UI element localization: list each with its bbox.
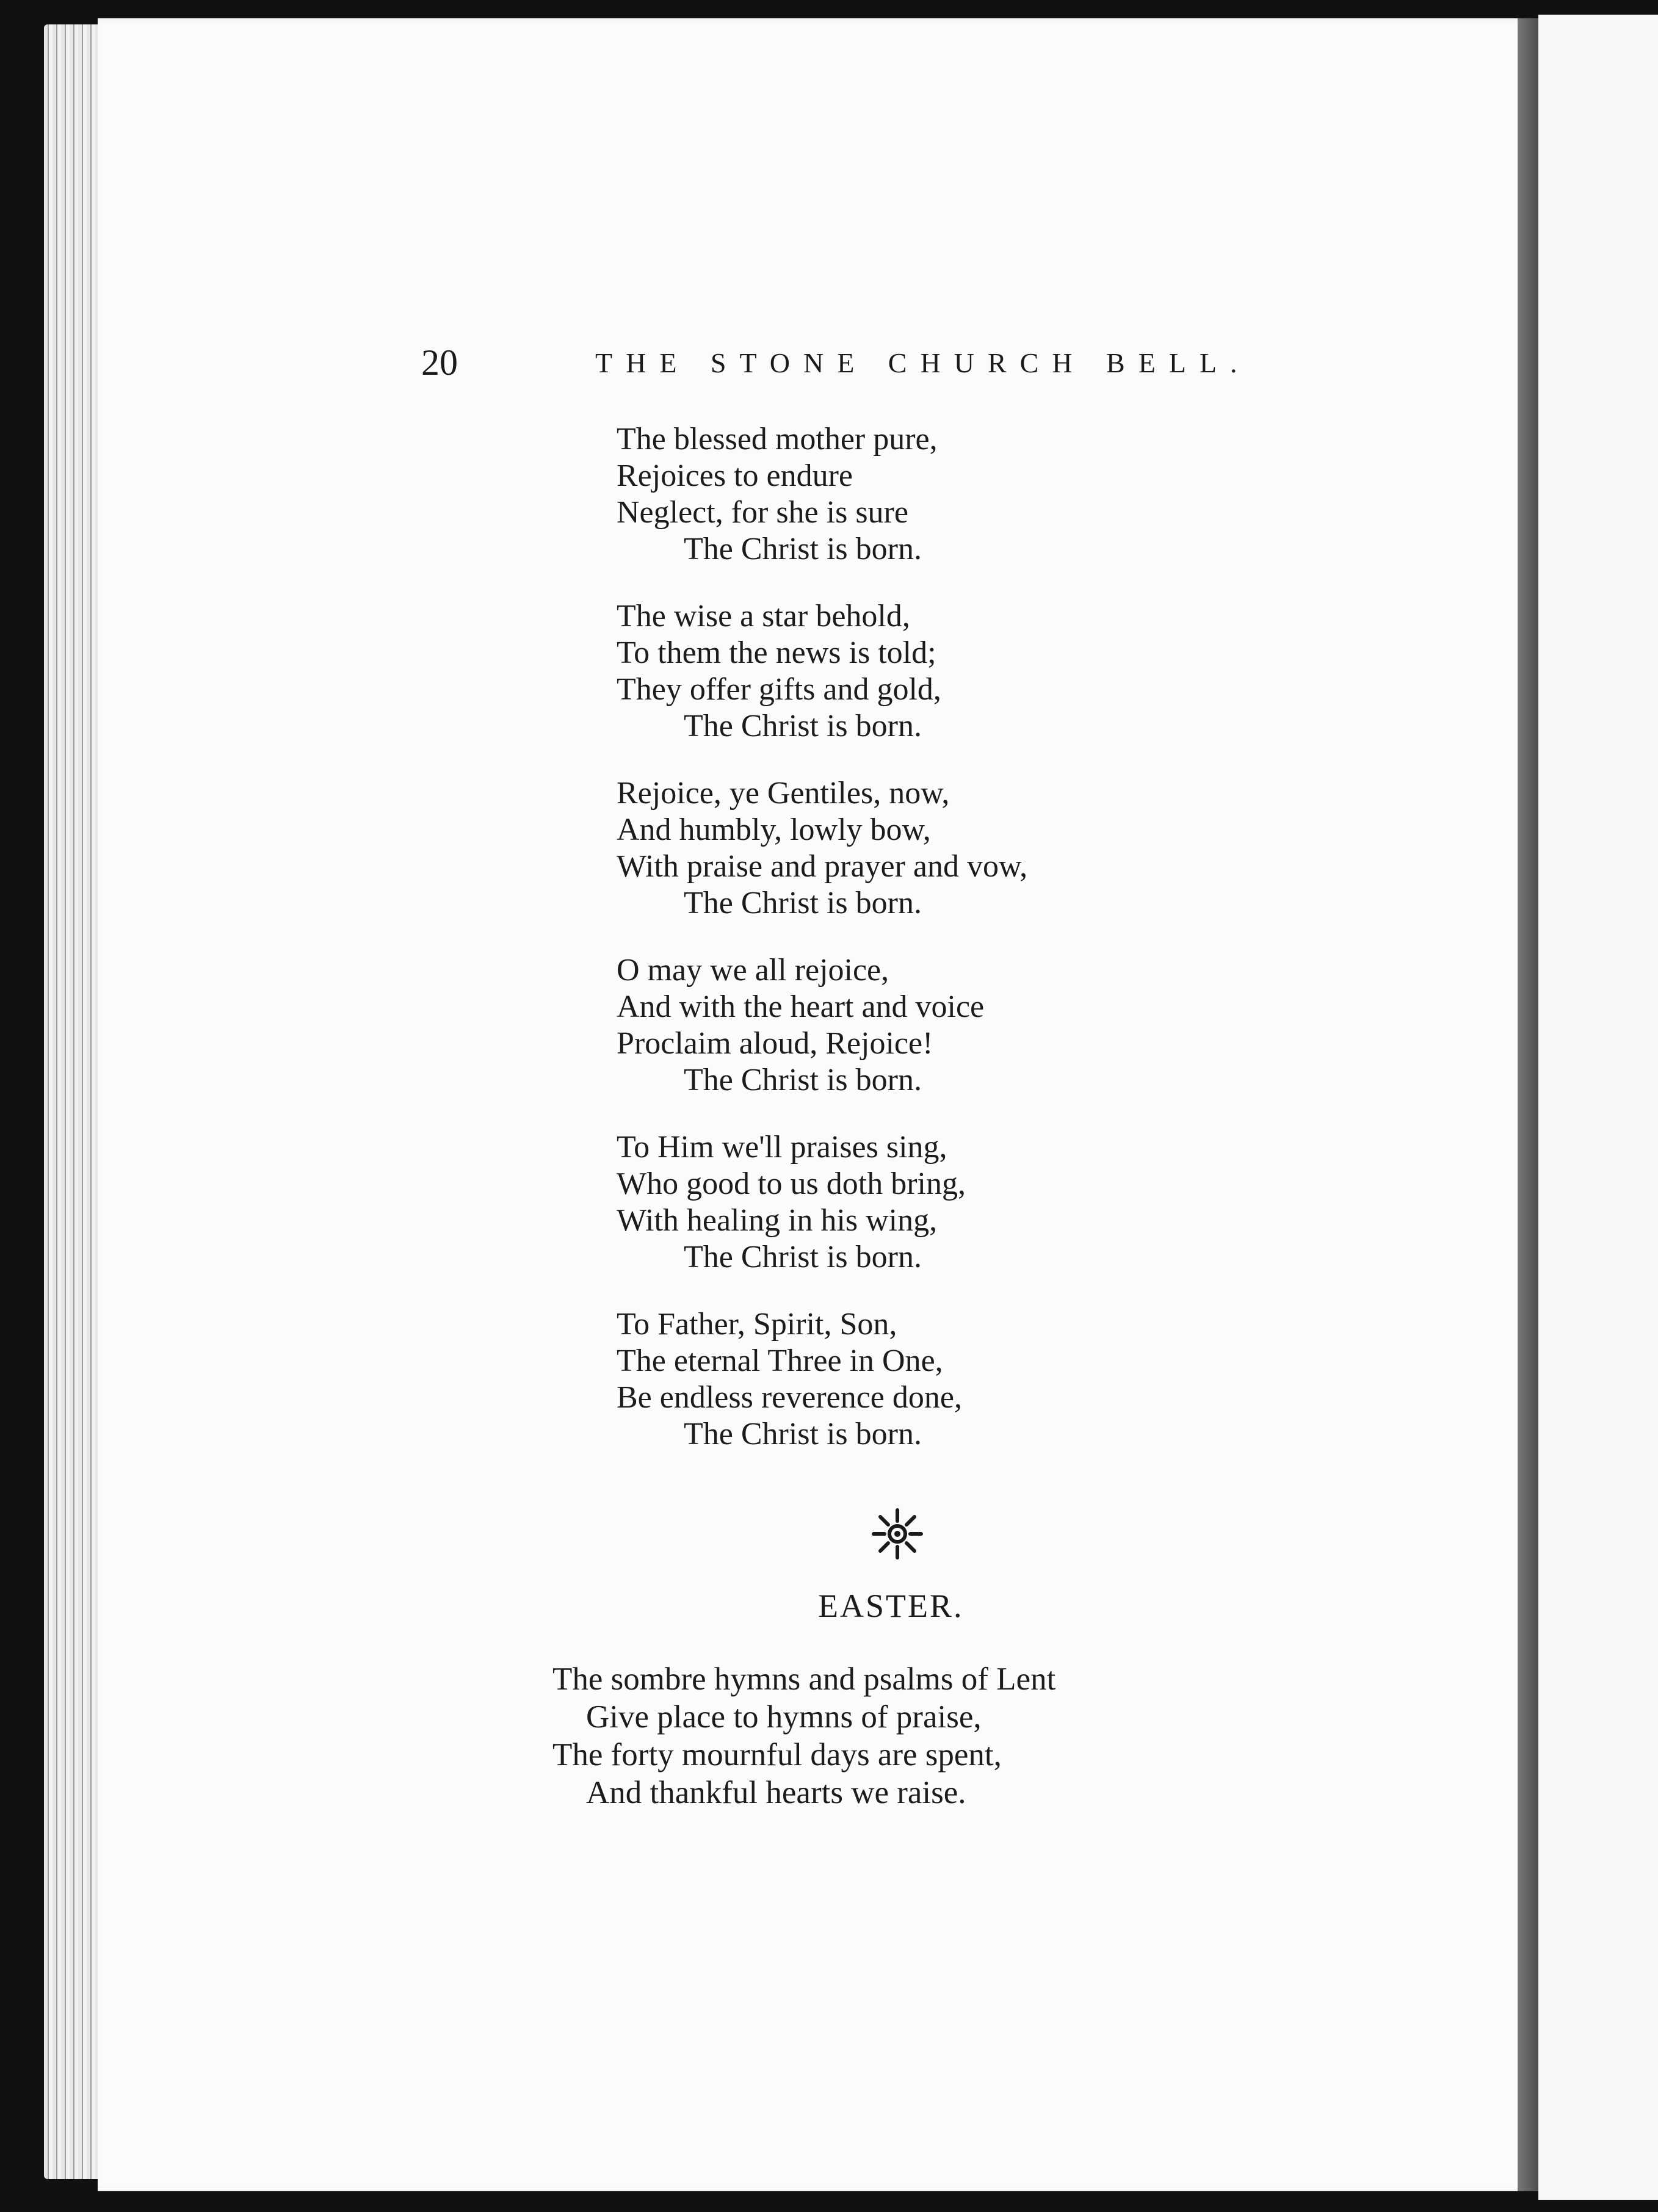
poem-stanza: [617, 1306, 1027, 1453]
poem-stanza: [617, 421, 1027, 568]
section-title: EASTER.: [818, 1588, 964, 1624]
poem-refrain: The Christ is born.: [684, 1417, 922, 1451]
poem-line: O may we all rejoice,: [617, 953, 889, 988]
poem-line: To Him we'll praises sing,: [617, 1130, 947, 1165]
poem-refrain: The Christ is born.: [684, 532, 922, 566]
poem-line: And humbly, lowly bow,: [617, 812, 931, 847]
poem-refrain: The Christ is born.: [684, 1240, 922, 1274]
poem-line: The wise a star behold,: [617, 599, 910, 634]
poem-line: The sombre hymns and psalms of Lent: [552, 1661, 1056, 1697]
page-number: 20: [421, 342, 458, 383]
poem-line: The eternal Three in One,: [617, 1343, 943, 1378]
poem-line: With healing in his wing,: [617, 1203, 938, 1238]
poem-stanza: [617, 952, 1027, 1099]
poem-line: They offer gifts and gold,: [617, 672, 941, 707]
poem-line: To Father, Spirit, Son,: [617, 1307, 897, 1342]
poem-line: With praise and prayer and vow,: [617, 849, 1028, 884]
poem-line: Neglect, for she is sure: [617, 495, 908, 530]
sun-ornament-icon: [870, 1506, 925, 1561]
poem-refrain: The Christ is born.: [684, 709, 922, 743]
poem-line: The blessed mother pure,: [617, 422, 938, 457]
poem-stanza: [617, 775, 1027, 922]
poem-line: Who good to us doth bring,: [617, 1166, 966, 1201]
facing-page: [1538, 15, 1658, 2200]
poem-line: Be endless reverence done,: [617, 1380, 962, 1415]
easter-poem: [552, 1660, 1055, 1812]
poem-refrain: The Christ is born.: [684, 1063, 922, 1097]
poem-refrain: The Christ is born.: [684, 886, 922, 920]
poem-line: Rejoice, ye Gentiles, now,: [617, 776, 950, 811]
poem-line: Proclaim aloud, Rejoice!: [617, 1026, 933, 1061]
book-title: THE STONE CHURCH BELL.: [595, 347, 1251, 378]
poem-line: Give place to hymns of praise,: [586, 1699, 982, 1735]
christmas-poem: [617, 421, 1027, 1483]
running-head: [421, 342, 1251, 397]
poem-line: To them the news is told;: [617, 635, 936, 670]
poem-line: And with the heart and voice: [617, 989, 985, 1024]
poem-stanza: [617, 598, 1027, 745]
poem-line: And thankful hearts we raise.: [586, 1775, 966, 1810]
poem-line: The forty mournful days are spent,: [552, 1737, 1002, 1773]
poem-line: Rejoices to endure: [617, 458, 853, 493]
poem-stanza: [617, 1129, 1027, 1276]
